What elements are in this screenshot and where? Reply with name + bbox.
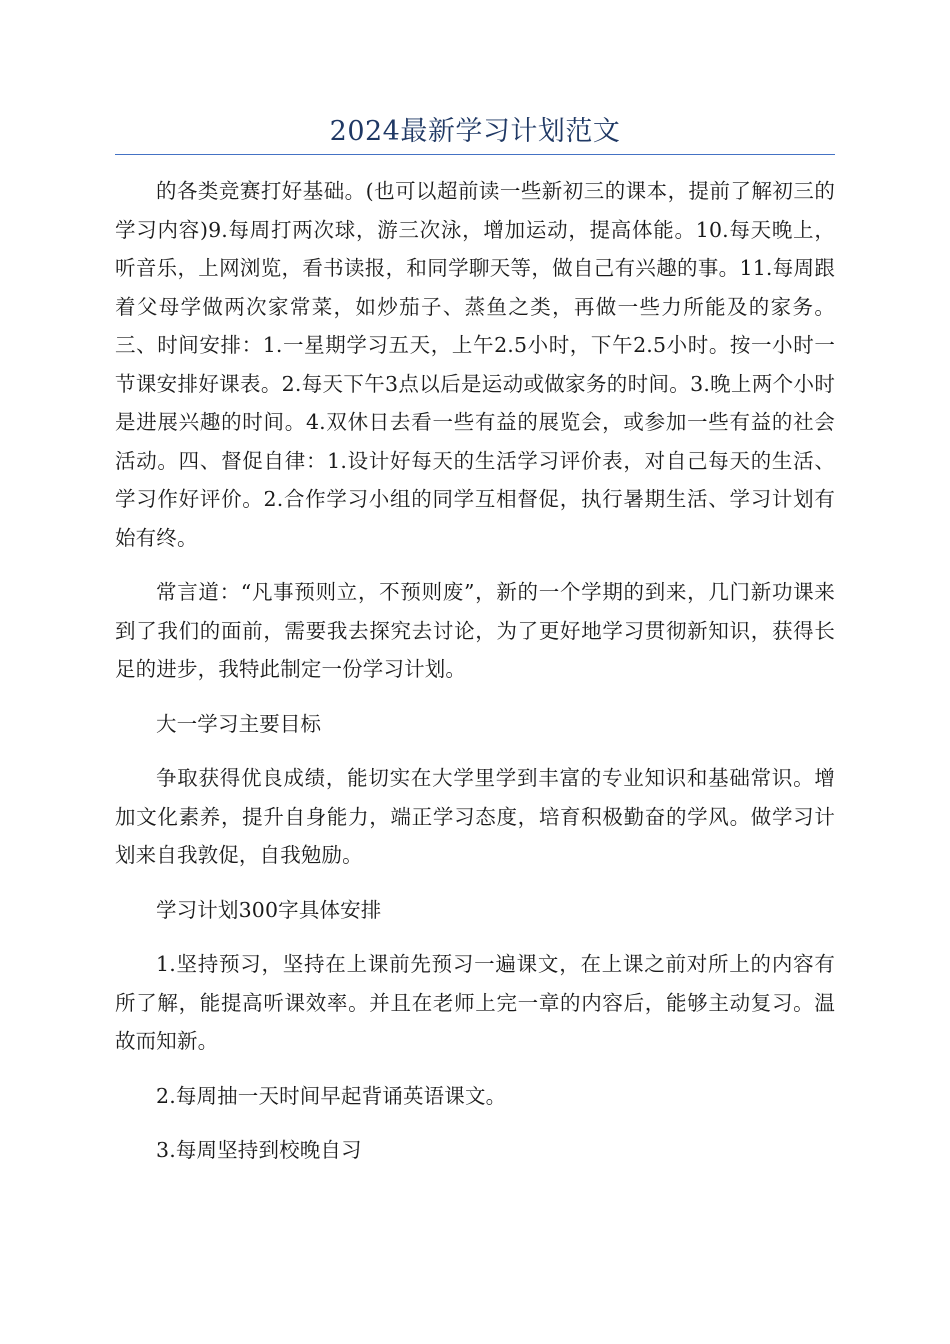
section-heading-goals: 大一学习主要目标: [156, 711, 322, 736]
paragraph-1: 的各类竞赛打好基础。(也可以超前读一些新初三的课本，提前了解初三的学习内容)9.每周打两次球，游三次泳，增加运动，提高体能。10.每天晚上，听音乐，上网浏览，看书读报，和同学聊天等，做自己有兴趣的事。11.每周跟着父母学做两次家常菜，如炒茄子、蒸鱼之类，再做一些力所能及的家务。三、时间安排：1.一星期学习五天，上午2.5小时，下午2.5小时。按一小时一节课安排好课表。2.每天下午3点以后是运动或做家务的时间。3.晚上两个小时是进展兴趣的时间。4.双休日去看一些有益的展览会，或参加一些有益的社会活动。四、督促自律：1.设计好每天的生活学习评价表，对自己每天的生活、学习作好评价。2.合作学习小组的同学互相督促，执行暑期生活、学习计划有始有终。: [115, 179, 835, 550]
paragraph-3: 争取获得优良成绩，能切实在大学里学到丰富的专业知识和基础常识。增加文化素养，提升自身能力，端正学习态度，培育积极勤奋的学风。做学习计划来自我敦促，自我勉励。: [115, 766, 835, 867]
paragraph-2: 常言道：“凡事预则立，不预则废”，新的一个学期的到来，几门新功课来到了我们的面前，需要我去探究去讨论，为了更好地学习贯彻新知识，获得长足的进步，我特此制定一份学习计划。: [115, 580, 835, 681]
document-body: [115, 172, 835, 1186]
list-item-2: 2.每周抽一天时间早起背诵英语课文。: [156, 1083, 507, 1108]
section-heading-arrangement: 学习计划300字具体安排: [156, 897, 382, 922]
document-title: 2024最新学习计划范文: [329, 116, 621, 147]
list-item-3: 3.每周坚持到校晚自习: [156, 1138, 362, 1162]
list-item-1: 1.坚持预习，坚持在上课前先预习一遍课文，在上课之前对所上的内容有所了解，能提高听课效率。并且在老师上完一章的内容后，能够主动复习。温故而知新。: [115, 952, 835, 1053]
title-underline: [115, 154, 835, 155]
